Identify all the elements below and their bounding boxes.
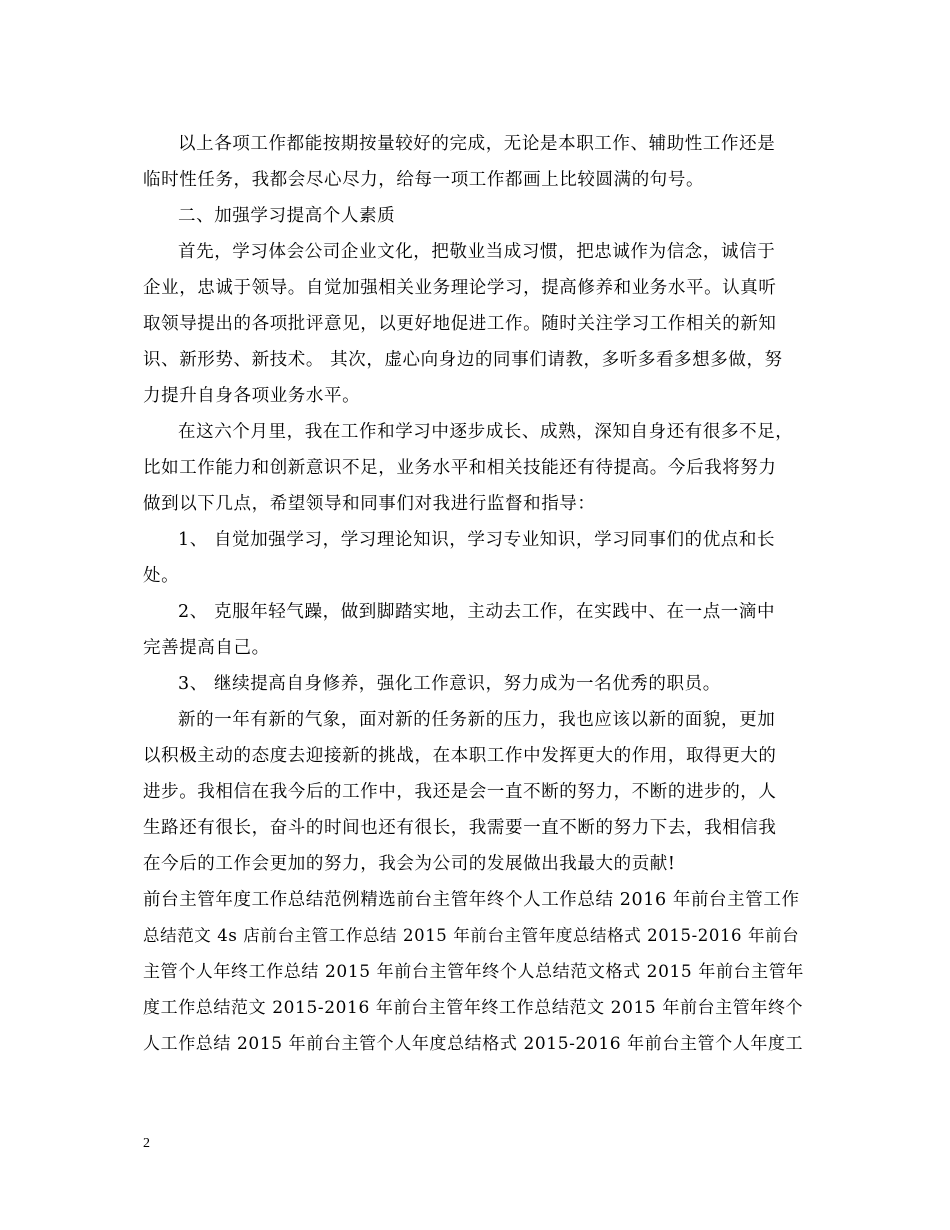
body-line: 生路还有很长，奋斗的时间也还有很长，我需要一直不断的努力下去，我相信我 xyxy=(143,818,777,838)
body-line: 临时性任务，我都会尽心尽力，给每一项工作都画上比较圆满的句号。 xyxy=(143,170,705,190)
list-item: 3、 继续提高自身修养，强化工作意识，努力成为一名优秀的职员。 xyxy=(178,674,721,694)
body-line: 取领导提出的各项批评意见，以更好地促进工作。随时关注学习工作相关的新知 xyxy=(143,314,777,334)
body-line: 以上各项工作都能按期按量较好的完成，无论是本职工作、辅助性工作还是 xyxy=(178,134,776,154)
body-line: 进步。我相信在我今后的工作中，我还是会一直不断的努力，不断的进步的，人 xyxy=(143,782,777,802)
body-line: 以积极主动的态度去迎接新的挑战，在本职工作中发挥更大的作用，取得更大的 xyxy=(143,746,777,766)
body-line: 首先，学习体会公司企业文化，把敬业当成习惯，把忠诚作为信念，诚信于 xyxy=(178,242,776,262)
body-line: 在这六个月里，我在工作和学习中逐步成长、成熟，深知自身还有很多不足， xyxy=(178,422,794,442)
body-line: 新的一年有新的气象，面对新的任务新的压力，我也应该以新的面貌，更加 xyxy=(178,710,776,730)
related-links-line: 度工作总结范文 2015-2016 年前台主管年终工作总结范文 2015 年前台主管年终个 xyxy=(143,998,804,1018)
list-item-continuation: 处。 xyxy=(143,566,180,586)
body-line: 识、新形势、新技术。 其次，虚心向身边的同事们请教，多听多看多想多做，努 xyxy=(143,350,783,370)
body-line: 力提升自身各项业务水平。 xyxy=(143,386,361,406)
related-links-line: 前台主管年度工作总结范例精选前台主管年终个人工作总结 2016 年前台主管工作 xyxy=(143,890,800,910)
body-line: 企业，忠诚于领导。自觉加强相关业务理论学习，提高修养和业务水平。认真听 xyxy=(143,278,777,298)
list-item: 2、 克服年轻气躁，做到脚踏实地，主动去工作，在实践中、在一点一滴中 xyxy=(178,602,776,622)
page-number: 2 xyxy=(143,1136,150,1151)
section-heading: 二、加强学习提高个人素质 xyxy=(178,206,396,226)
list-item: 1、 自觉加强学习，学习理论知识，学习专业知识，学习同事们的优点和长 xyxy=(178,530,776,550)
list-item-continuation: 完善提高自己。 xyxy=(143,638,270,658)
body-line: 做到以下几点，希望领导和同事们对我进行监督和指导： xyxy=(143,494,596,514)
body-line: 比如工作能力和创新意识不足，业务水平和相关技能还有待提高。今后我将努力 xyxy=(143,458,777,478)
related-links-line: 主管个人年终工作总结 2015 年前台主管年终个人总结范文格式 2015 年前台主管年 xyxy=(143,962,804,982)
related-links-line: 人工作总结 2015 年前台主管个人年度总结格式 2015-2016 年前台主管个人年度工 xyxy=(143,1034,804,1054)
related-links-line: 总结范文 4s 店前台主管工作总结 2015 年前台主管年度总结格式 2015-2016 年前台 xyxy=(143,926,800,945)
body-line: 在今后的工作会更加的努力，我会为公司的发展做出我最大的贡献! xyxy=(143,854,676,874)
